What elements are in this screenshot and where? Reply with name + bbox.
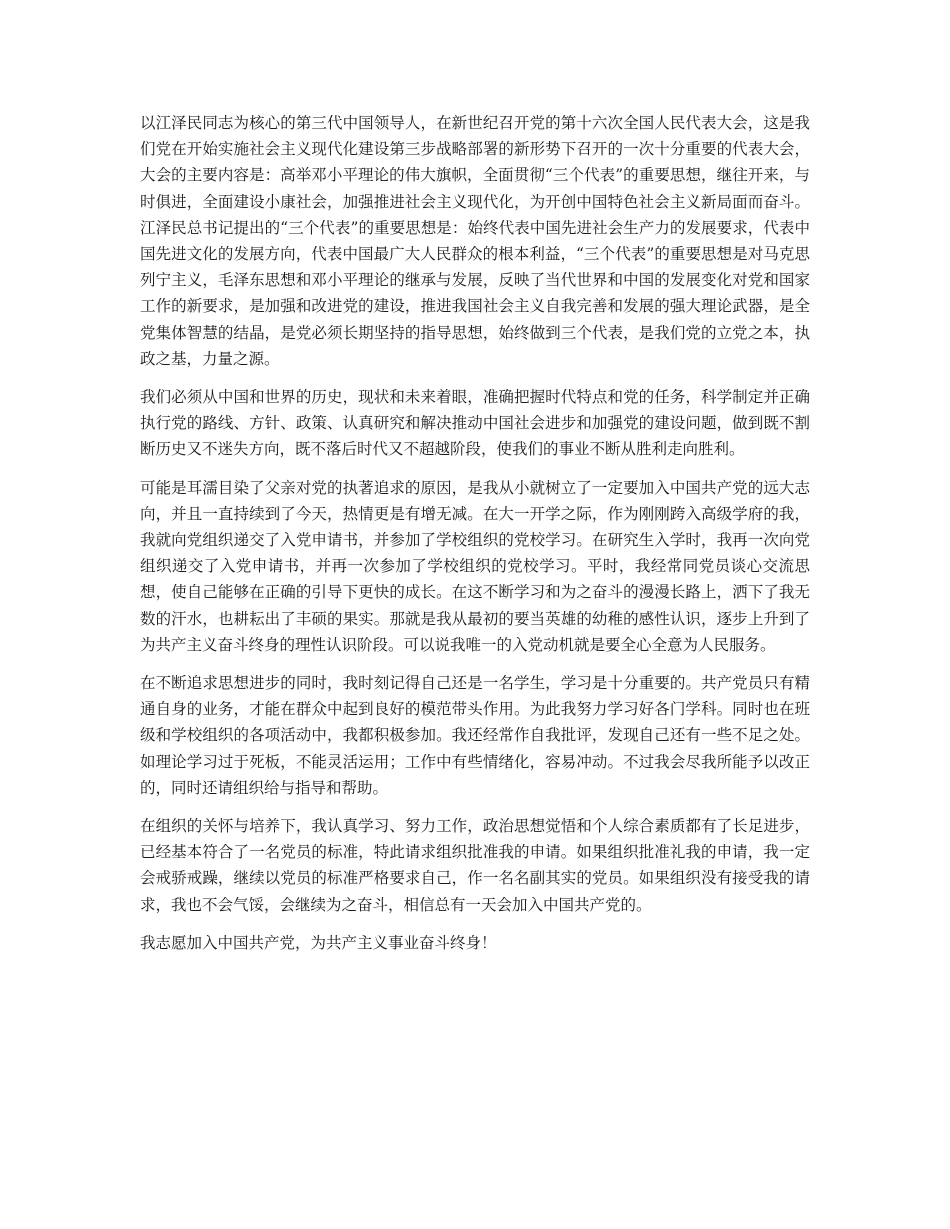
paragraph-1: 以江泽民同志为核心的第三代中国领导人，在新世纪召开党的第十六次全国人民代表大会，这是我们党在开始实施社会主义现代化建设第三步战略部署的新形势下召开的一次十分重要的代表大会，大会的主要内容是：高举邓小平理论的伟大旗帜，全面贯彻“三个代表”的重要思想，继往开来，与时俱进，全面建设小康社会，加强推进社会主义现代化，为开创中国特色社会主义新局面而奋斗。江泽民总书记提出的“三个代表”的重要思想是：始终代表中国先进社会生产力的发展要求，代表中国先进文化的发展方向，代表中国最广大人民群众的根本利益，“三个代表”的重要思想是对马克思列宁主义，毛泽东思想和邓小平理论的继承与发展，反映了当代世界和中国的发展变化对党和国家工作的新要求，是加强和改进党的建设，推进我国社会主义自我完善和发展的强大理论武器，是全党集体智慧的结晶，是党必须长期坚持的指导思想，始终做到三个代表，是我们党的立党之本，执政之基，力量之源。	[140, 114, 810, 368]
document-body	[140, 110, 810, 956]
paragraph-4: 在不断追求思想进步的同时，我时刻记得自己还是一名学生，学习是十分重要的。共产党员只有精通自身的业务，才能在群众中起到良好的模范带头作用。为此我努力学习好各门学科。同时也在班级和学校组织的各项活动中，我都积极参加。我还经常作自我批评，发现自己还有一些不足之处。如理论学习过于死板，不能灵活运用；工作中有些情绪化，容易冲动。不过我会尽我所能予以改正的，同时还请组织给与指导和帮助。	[140, 674, 810, 797]
paragraph-5: 在组织的关怀与培养下，我认真学习、努力工作，政治思想觉悟和个人综合素质都有了长足进步，已经基本符合了一名党员的标准，特此请求组织批准我的申请。如果组织批准礼我的申请，我一定会戒骄戒躁，继续以党员的标准严格要求自己，作一名名副其实的党员。如果组织没有接受我的请求，我也不会气馁，会继续为之奋斗，相信总有一天会加入中国共产党的。	[140, 817, 810, 914]
paragraph-3: 可能是耳濡目染了父亲对党的执著追求的原因，是我从小就树立了一定要加入中国共产党的远大志向，并且一直持续到了今天，热情更是有增无减。在大一开学之际，作为刚刚跨入高级学府的我，我就向党组织递交了入党申请书，并参加了学校组织的党校学习。在研究生入学时，我再一次向党组织递交了入党申请书，并再一次参加了学校组织的党校学习。平时，我经常同党员谈心交流思想，使自己能够在正确的引导下更快的成长。在这不断学习和为之奋斗的漫漫长路上，洒下了我无数的汗水，也耕耘出了丰硕的果实。那就是我从最初的要当英雄的幼稚的感性认识，逐步上升到了为共产主义奋斗终身的理性认识阶段。可以说我唯一的入党动机就是要全心全意为人民服务。	[140, 478, 810, 654]
paragraph-6: 我志愿加入中国共产党，为共产主义事业奋斗终身！	[140, 933, 497, 952]
paragraph-2: 我们必须从中国和世界的历史，现状和未来着眼，准确把握时代特点和党的任务，科学制定并正确执行党的路线、方针、政策、认真研究和解决推动中国社会进步和加强党的建设问题，做到既不割断历史又不迷失方向，既不落后时代又不超越阶段，使我们的事业不断从胜利走向胜利。	[140, 388, 810, 459]
